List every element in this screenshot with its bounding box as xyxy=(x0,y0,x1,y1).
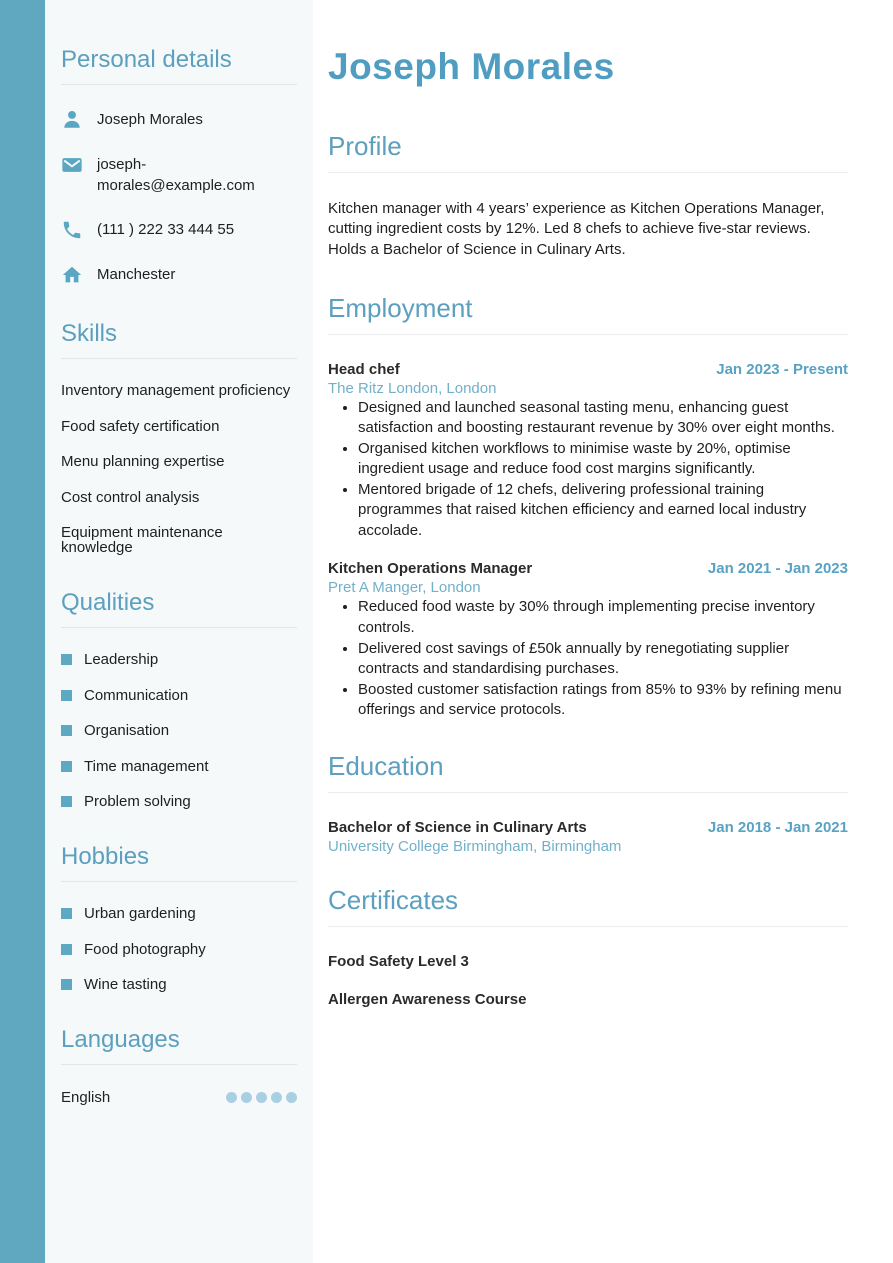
entry-header xyxy=(328,560,848,577)
qualities-list xyxy=(61,652,297,809)
job-bullet: • Boosted customer satisfaction ratings from 85% to 93% by refining menu offerings and service protocols. xyxy=(358,680,848,721)
education-section xyxy=(328,751,848,855)
quality-label: Organisation xyxy=(84,722,170,740)
phone-icon xyxy=(61,219,85,241)
square-bullet-icon xyxy=(61,761,72,772)
skills-section xyxy=(61,320,297,555)
skill-item: Menu planning expertise xyxy=(61,453,225,471)
hobby-label: Wine tasting xyxy=(84,976,167,994)
job-bullet: • Organised kitchen workflows to minimise waste by 20%, optimise ingredient usage and reduce food cost margins significantly. xyxy=(358,439,848,480)
hobby-label: Urban gardening xyxy=(84,905,196,923)
skill-item: Equipment maintenance knowledge xyxy=(61,524,223,557)
job-dates: Jan 2021 - Jan 2023 xyxy=(707,560,848,578)
square-bullet-icon xyxy=(61,944,72,955)
skills-title: Skills xyxy=(61,320,118,348)
divider xyxy=(328,172,848,173)
divider xyxy=(61,358,297,359)
company-name: Pret A Manger, London xyxy=(328,579,481,597)
job-bullets xyxy=(328,398,848,542)
main-column xyxy=(313,0,893,1263)
level-dot-icon xyxy=(271,1092,282,1103)
divider xyxy=(328,792,848,793)
job-title: Head chef xyxy=(328,360,400,378)
divider xyxy=(328,334,848,335)
hobbies-title: Hobbies xyxy=(61,843,150,871)
quality-label: Problem solving xyxy=(84,793,191,811)
contact-name-row xyxy=(61,109,297,131)
square-bullet-icon xyxy=(61,690,72,701)
qualities-title: Qualities xyxy=(61,589,155,617)
education-title: Education xyxy=(328,750,444,781)
quality-label: Leadership xyxy=(84,651,159,669)
profile-text: Kitchen manager with 4 years’ experience as Kitchen Operations Manager, cutting ingredient costs by 12%. Led 8 chefs to achieve five-star reviews. Holds a Bachelor of Science in Culinary Arts. xyxy=(328,199,825,258)
contact-city: Manchester xyxy=(97,266,176,284)
qualities-section xyxy=(61,589,297,809)
square-bullet-icon xyxy=(61,908,72,919)
square-bullet-icon xyxy=(61,725,72,736)
language-row xyxy=(61,1089,297,1106)
level-dot-icon xyxy=(256,1092,267,1103)
job-title: Kitchen Operations Manager xyxy=(328,560,533,578)
quality-label: Communication xyxy=(84,686,189,704)
profile-section xyxy=(328,131,848,261)
certificates-section xyxy=(328,885,848,1008)
quality-item xyxy=(61,759,297,774)
personal-details-section xyxy=(61,46,297,286)
languages-title: Languages xyxy=(61,1026,180,1054)
company-name: The Ritz London, London xyxy=(328,379,497,397)
quality-item xyxy=(61,723,297,738)
level-dot-icon xyxy=(226,1092,237,1103)
quality-item xyxy=(61,688,297,703)
certificates-list xyxy=(328,953,848,1008)
languages-list xyxy=(61,1089,297,1106)
hobby-item xyxy=(61,977,297,992)
square-bullet-icon xyxy=(61,654,72,665)
hobby-label: Food photography xyxy=(84,940,206,958)
contact-email-row xyxy=(61,154,297,196)
quality-item xyxy=(61,794,297,809)
certificates-title: Certificates xyxy=(328,884,459,915)
job-bullet: • Mentored brigade of 12 chefs, delivering professional training programmes that raised kitchen efficiency and earned local industry accolade. xyxy=(358,480,848,542)
degree-title: Bachelor of Science in Culinary Arts xyxy=(328,818,587,836)
languages-section xyxy=(61,1026,297,1106)
skill-item: Inventory management proficiency xyxy=(61,382,291,400)
education-dates: Jan 2018 - Jan 2021 xyxy=(707,818,848,836)
language-name: English xyxy=(61,1089,111,1107)
quality-item xyxy=(61,652,297,667)
employment-section xyxy=(328,293,848,721)
hobby-item xyxy=(61,942,297,957)
sidebar xyxy=(45,0,313,1263)
personal-details-title: Personal details xyxy=(61,46,232,73)
employment-entries xyxy=(328,361,848,721)
hobbies-list xyxy=(61,906,297,992)
hobbies-section xyxy=(61,843,297,992)
skill-item: Food safety certification xyxy=(61,417,220,435)
square-bullet-icon xyxy=(61,979,72,990)
contact-email: joseph-morales@example.com xyxy=(97,156,255,194)
divider xyxy=(61,1064,297,1065)
job-bullet: • Designed and launched seasonal tasting menu, enhancing guest satisfaction and boosting restaurant revenue by 30% over eight months. xyxy=(358,398,848,439)
contact-phone: (111 ) 222 33 444 55 xyxy=(97,221,235,239)
job-dates: Jan 2023 - Present xyxy=(716,360,848,378)
certificate-item: Food Safety Level 3 xyxy=(328,952,469,970)
envelope-icon xyxy=(61,154,85,176)
level-dot-icon xyxy=(286,1092,297,1103)
person-name-title: Joseph Morales xyxy=(328,46,615,87)
quality-label: Time management xyxy=(84,757,209,775)
divider xyxy=(328,926,848,927)
user-icon xyxy=(61,109,85,131)
home-icon xyxy=(61,264,85,286)
skill-item: Cost control analysis xyxy=(61,488,200,506)
language-level-dots xyxy=(226,1092,297,1103)
job-bullets xyxy=(328,597,848,720)
education-entry xyxy=(328,819,848,855)
skills-list xyxy=(61,383,297,555)
hobby-item xyxy=(61,906,297,921)
contact-city-row xyxy=(61,264,297,286)
employment-entry xyxy=(328,560,848,720)
contact-phone-row xyxy=(61,219,297,241)
job-bullet: • Reduced food waste by 30% through implementing precise inventory controls. xyxy=(358,597,848,638)
school-name: University College Birmingham, Birmingham xyxy=(328,837,622,855)
job-bullet: • Delivered cost savings of £50k annually by renegotiating supplier contracts and standardising purchases. xyxy=(358,639,848,680)
square-bullet-icon xyxy=(61,796,72,807)
profile-title: Profile xyxy=(328,130,402,161)
employment-entry xyxy=(328,361,848,542)
entry-header xyxy=(328,819,848,836)
entry-header xyxy=(328,361,848,378)
divider xyxy=(61,881,297,882)
accent-stripe xyxy=(0,0,45,1263)
certificate-item: Allergen Awareness Course xyxy=(328,990,527,1008)
contact-name: Joseph Morales xyxy=(97,111,203,128)
employment-title: Employment xyxy=(328,292,473,323)
level-dot-icon xyxy=(241,1092,252,1103)
divider xyxy=(61,84,297,85)
divider xyxy=(61,627,297,628)
